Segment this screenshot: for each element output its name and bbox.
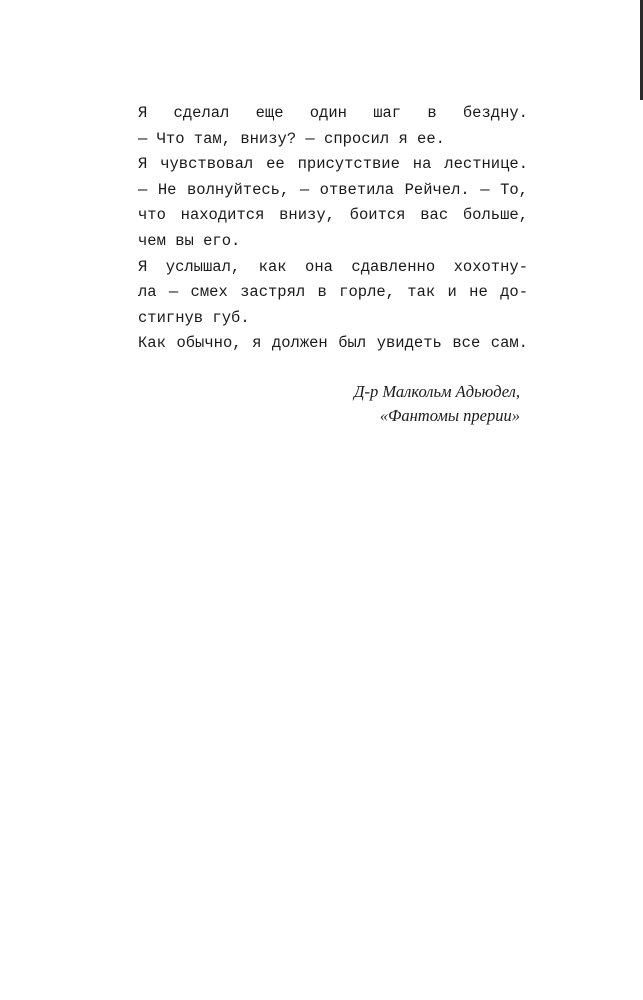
epigraph-line: — Что там, внизу? — спросил я ее. (138, 129, 445, 148)
epigraph-line: Я чувствовал ее присутствие на лестнице. (138, 155, 528, 174)
epigraph-line: — Не волнуйтесь, — ответила Рейчел. — То, (138, 180, 528, 199)
epigraph-line: ла — смех застрял в горле, так и не до- (138, 283, 528, 302)
epigraph-line: чем вы его. (138, 231, 241, 250)
epigraph-text (138, 101, 528, 357)
epigraph-line: Я сделал еще один шаг в бездну. (138, 104, 528, 122)
epigraph-line: стигнув губ. (138, 308, 250, 327)
epigraph-line: что находится внизу, боится вас больше, (138, 206, 528, 225)
epigraph-line: Я услышал, как она сдавленно хохотну- (138, 257, 528, 276)
attribution-work: «Фантомы прерии» (379, 406, 520, 425)
epigraph-line: Как обычно, я должен был увидеть все сам. (138, 334, 528, 353)
attribution-author: Д-р Малкольм Адьюдел, (354, 382, 520, 401)
epigraph-attribution (200, 380, 520, 428)
